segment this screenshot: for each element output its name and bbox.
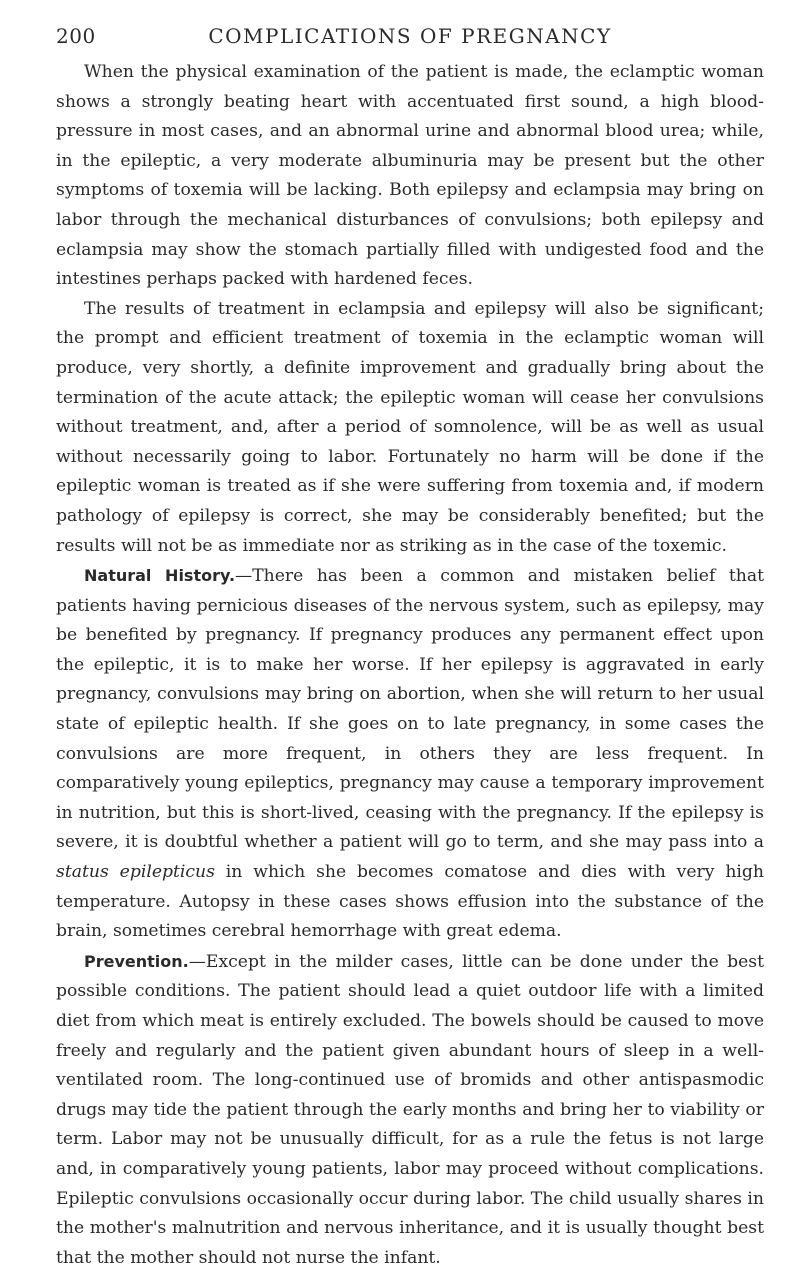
section-heading-natural-history: Natural History. [84, 566, 236, 586]
status-epilepticus-term: status epilepticus [56, 862, 215, 883]
section-heading-prevention: Prevention. [84, 951, 189, 971]
paragraph-prevention [56, 947, 764, 1273]
paragraph-results-of-treatment: The results of treatment in eclampsia and epilepsy will also be significant; the prompt and efficient treatment of toxemia in the eclamptic woman will produce, very shortly, a definite improvement and gradually bring about the termination of the acute attack; the epileptic woman will cease her convulsions without treatment, and, after a period of somnolence, will be as well as usual without necessarily going to labor. Fortunately no harm will be done if the epileptic woman is treated as if she were suffering from toxemia and, if modern pathology of epilepsy is correct, she may be considerably benefited; but the results will not be as immediate nor as striking as in the case of the toxemic. [56, 298, 764, 556]
paragraph-natural-history [56, 561, 764, 947]
page-header [56, 18, 764, 58]
paragraph-eclampsia-vs-epilepsy-examination: When the physical examination of the patient is made, the eclamptic woman shows a strongly beating heart with accentuated first sound, a high blood-pressure in most cases, and an abnormal urine and abnormal blood urea; while, in the epileptic, a very moderate albuminuria may be present but the other symptoms of toxemia will be lacking. Both epilepsy and eclampsia may bring on labor through the mechanical disturbances of convulsions; both epilepsy and eclampsia may show the stomach partially filled with undigested food and the intestines perhaps packed with hardened feces. [56, 62, 764, 290]
natural-history-text-before: —There has been a common and mistaken belief that patients having pernicious diseases of the nervous system, such as epilepsy, may be benefited by pregnancy. If pregnancy produces any permanent effect upon the epileptic, it is to make her worse. If her epilepsy is aggravated in early pregnancy, convulsions may bring on abortion, when she will return to her usual state of epileptic health. If she goes on to late pregnancy, in some cases the convulsions are more frequent, in others they are less frequent. In comparatively young epileptics, pregnancy may cause a temporary improvement in nutrition, but this is short-lived, ceasing with the pregnancy. If the epilepsy is severe, it is doubtful whether a patient will go to term, and she may pass into a [56, 566, 764, 853]
natural-history-text-after: in which she becomes comatose and dies with very high temperature. Autopsy in these cases shows effusion into the substance of the brain, sometimes cerebral hemorrhage with great edema. [56, 862, 764, 942]
page-number: 200 [56, 24, 96, 48]
prevention-text: —Except in the milder cases, little can be done under the best possible conditions. The patient should lead a quiet outdoor life with a limited diet from which meat is entirely excluded. The bowels should be caused to move freely and regularly and the patient given abundant hours of sleep in a well-ventilated room. The long-continued use of bromids and other antispasmodic drugs may tide the patient through the early months and bring her to viability or term. Labor may not be unusually difficult, for as a rule the fetus is not large and, in comparatively young patients, labor may proceed without complications. Epileptic convulsions occasionally occur during labor. The child usually shares in the mother's malnutrition and nervous inheritance, and it is usually thought best that the mother should not nurse the infant. [56, 951, 764, 1268]
body-text [56, 58, 764, 1273]
book-page [56, 18, 764, 1273]
running-head: COMPLICATIONS OF PREGNANCY [208, 24, 612, 48]
